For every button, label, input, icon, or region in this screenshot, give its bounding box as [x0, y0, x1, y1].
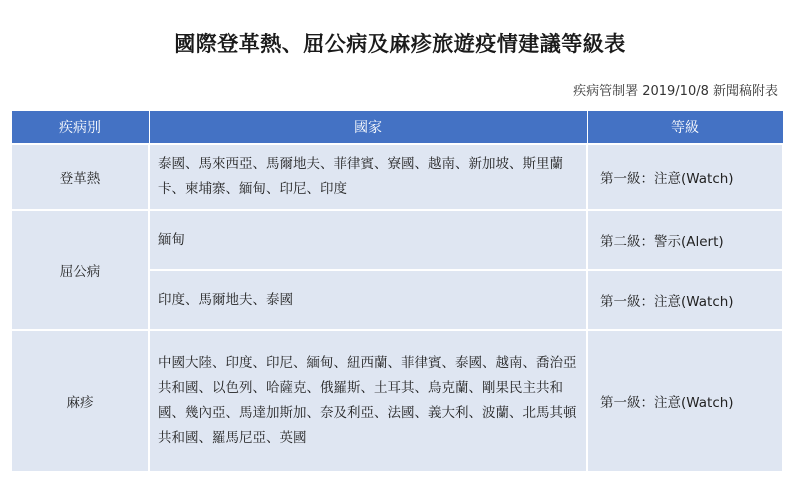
travel-advisory-table: [10, 110, 784, 473]
level-cell: 第一級：注意(Watch): [587, 144, 783, 210]
header-disease: 疾病別: [11, 111, 149, 145]
countries-cell: 緬甸: [149, 210, 587, 270]
header-level: 等級: [587, 111, 783, 145]
source-note: 疾病管制署 2019/10/8 新聞稿附表: [573, 84, 778, 99]
countries-cell: 印度、馬爾地夫、泰國: [149, 270, 587, 330]
page-title: 國際登革熱、屈公病及麻疹旅遊疫情建議等級表: [174, 32, 626, 56]
level-cell: 第一級：注意(Watch): [587, 270, 783, 330]
level-cell: 第一級：注意(Watch): [587, 330, 783, 472]
table-row: [11, 210, 783, 270]
disease-cell: 登革熱: [11, 144, 149, 210]
table-header-row: [11, 111, 783, 145]
level-cell: 第二級：警示(Alert): [587, 210, 783, 270]
table-row: [11, 144, 783, 210]
header-countries: 國家: [149, 111, 587, 145]
disease-cell: 麻疹: [11, 330, 149, 472]
table-row: [11, 330, 783, 472]
countries-cell: 泰國、馬來西亞、馬爾地夫、菲律賓、寮國、越南、新加坡、斯里蘭卡、柬埔寨、緬甸、印尼、印度: [149, 144, 587, 210]
disease-cell: 屈公病: [11, 210, 149, 330]
countries-cell: 中國大陸、印度、印尼、緬甸、紐西蘭、菲律賓、泰國、越南、喬治亞共和國、以色列、哈薩克、俄羅斯、土耳其、烏克蘭、剛果民主共和國、幾內亞、馬達加斯加、奈及利亞、法國、義大利、波蘭、北馬其頓共和國、羅馬尼亞、英國: [149, 330, 587, 472]
